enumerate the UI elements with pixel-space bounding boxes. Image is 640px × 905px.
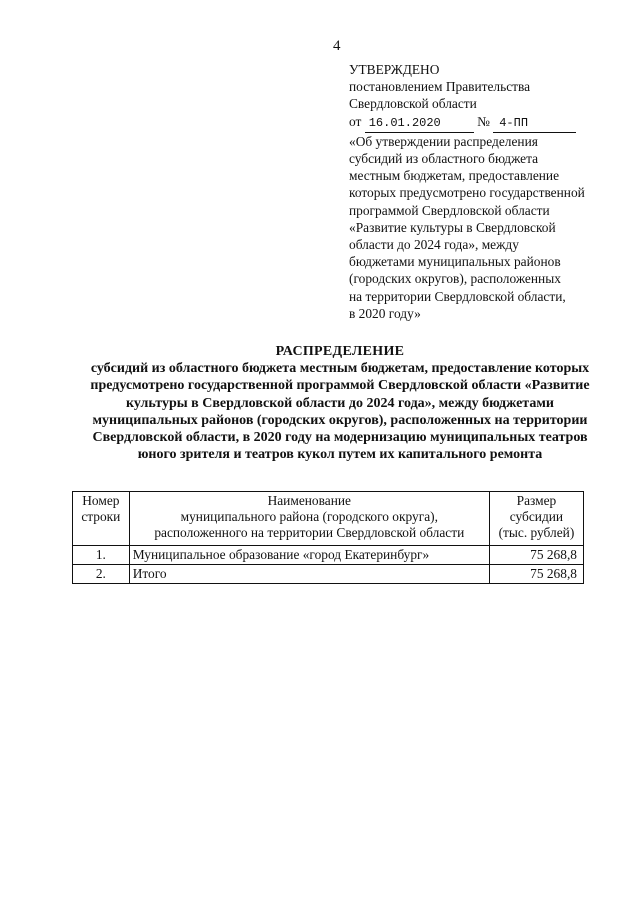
approval-description-line: (городских округов), расположенных xyxy=(349,271,561,287)
table-row xyxy=(73,565,584,584)
table-header-row xyxy=(73,492,584,546)
header-name-line: расположенного на территории Свердловской области xyxy=(154,525,465,540)
approval-description-line: субсидий из областного бюджета xyxy=(349,151,539,167)
date-prefix: от xyxy=(349,113,362,129)
number-prefix: № xyxy=(477,113,490,129)
approval-line: постановлением Правительства xyxy=(349,79,531,95)
header-amount-line: Размер субсидии xyxy=(509,493,564,524)
table-row xyxy=(73,546,584,565)
approval-description-line: области до 2024 года», между xyxy=(349,237,519,253)
header-number-line: строки xyxy=(81,509,121,524)
row-name: Итого xyxy=(129,565,489,584)
approval-date-line xyxy=(349,113,634,133)
page-number: 4 xyxy=(333,38,341,54)
row-amount: 75 268,8 xyxy=(489,546,583,565)
approval-date: 16.01.2020 xyxy=(365,115,474,133)
approval-description-line: бюджетами муниципальных районов xyxy=(349,254,561,270)
approval-block xyxy=(349,61,634,322)
header-name xyxy=(129,492,489,546)
approval-description-line: на территории Свердловской области, xyxy=(349,288,566,304)
approval-description-line: в 2020 году» xyxy=(349,305,421,321)
heading-line: субсидий из областного бюджета местным бюджетам, предоставление которых xyxy=(90,361,590,377)
heading-line: Свердловской области, в 2020 году на модернизацию муниципальных театров xyxy=(92,430,588,446)
heading-line: культуры в Свердловской области до 2024 года», между бюджетами xyxy=(126,395,554,411)
heading-line: муниципальных районов (городских округов), расположенных на территории xyxy=(92,412,588,428)
approval-description-line: которых предусмотрено государственной xyxy=(349,185,585,201)
subsidy-table xyxy=(72,491,584,584)
heading-line: предусмотрено государственной программой Свердловской области «Развитие xyxy=(90,378,590,394)
approval-number: 4-ПП xyxy=(493,115,576,133)
approval-line: Свердловской области xyxy=(349,96,477,112)
header-amount-line: (тыс. рублей) xyxy=(498,525,575,540)
header-name-line: Наименование xyxy=(267,493,351,508)
row-number: 2. xyxy=(73,565,130,584)
approval-description-line: «Об утверждении распределения xyxy=(349,133,538,149)
row-number: 1. xyxy=(73,546,130,565)
header-number-line: Номер xyxy=(82,493,120,508)
header-amount xyxy=(489,492,583,546)
row-name: Муниципальное образование «город Екатеринбург» xyxy=(129,546,489,565)
document-heading xyxy=(50,343,630,463)
row-amount: 75 268,8 xyxy=(489,565,583,584)
approval-description-line: «Развитие культуры в Свердловской xyxy=(349,219,556,235)
header-number xyxy=(73,492,130,546)
approval-title: УТВЕРЖДЕНО xyxy=(349,62,440,77)
heading-line: юного зрителя и театров кукол путем их капитального ремонта xyxy=(137,447,543,463)
header-name-line: муниципального района (городского округа), xyxy=(180,509,438,524)
approval-description-line: местным бюджетам, предоставление xyxy=(349,168,560,184)
approval-description-line: программой Свердловской области xyxy=(349,202,550,218)
document-title: РАСПРЕДЕЛЕНИЕ xyxy=(275,344,405,359)
